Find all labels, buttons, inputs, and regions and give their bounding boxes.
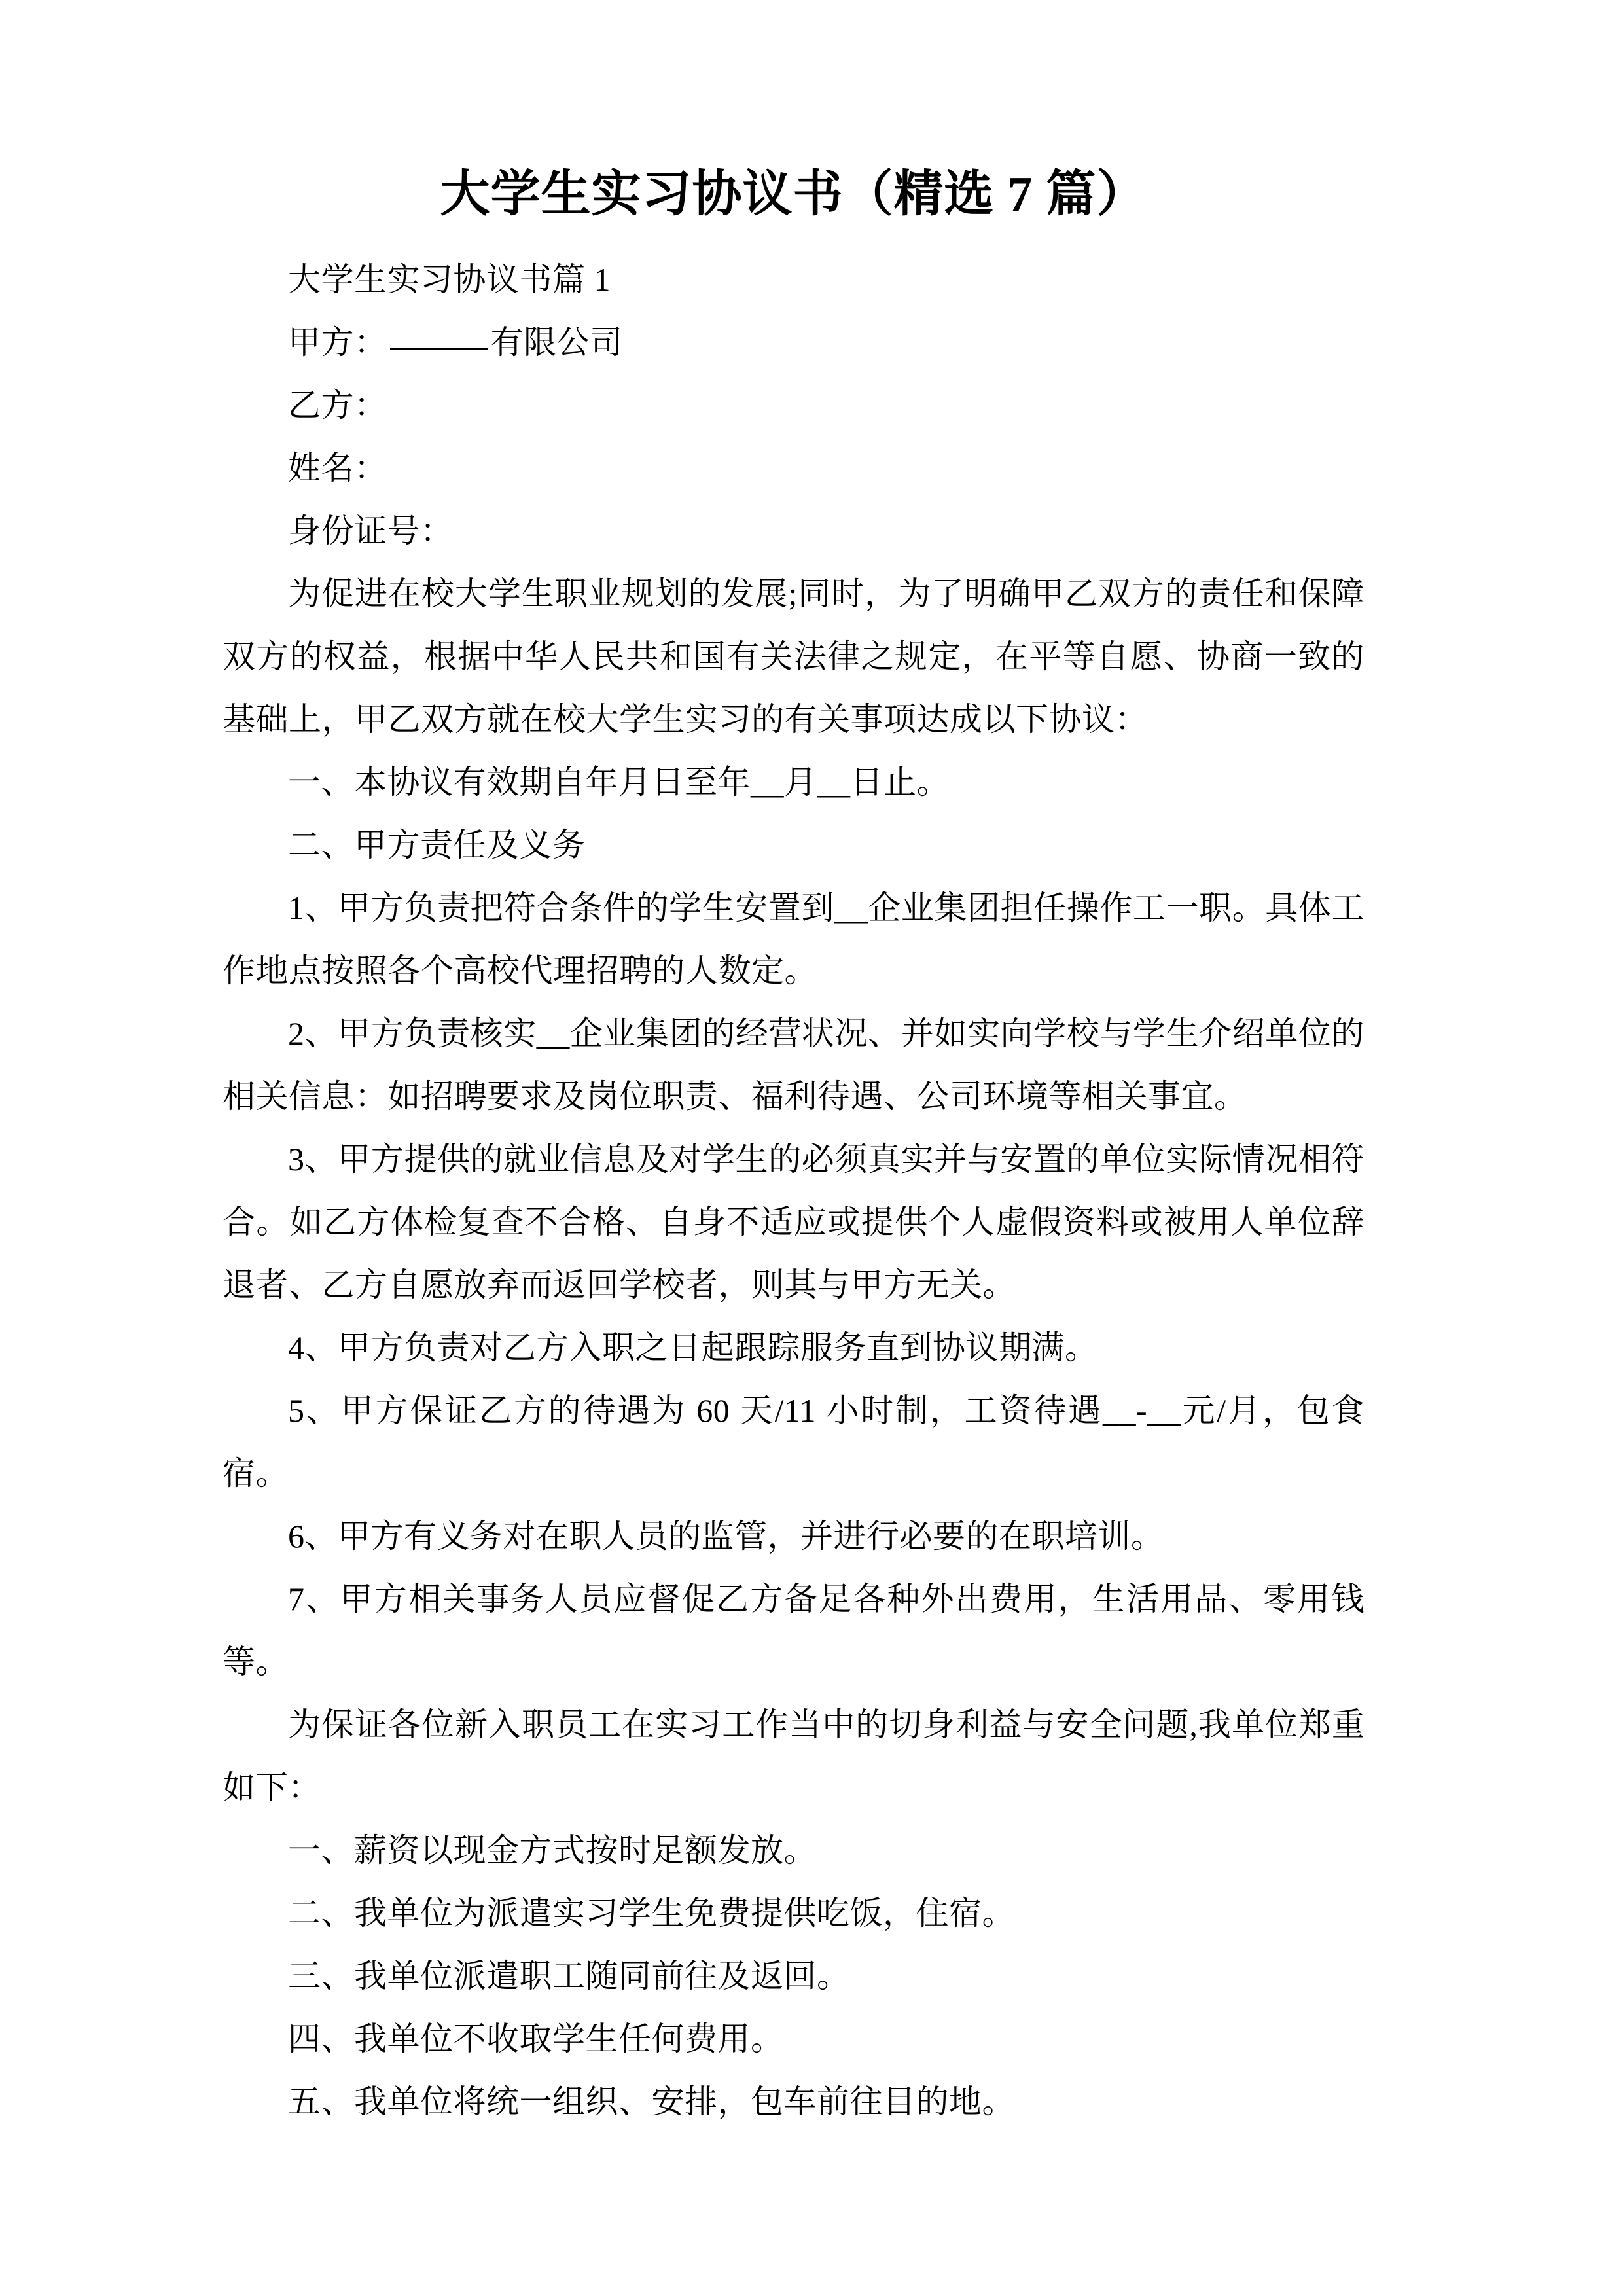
obligation-item-1: 1、甲方负责把符合条件的学生安置到__企业集团担任操作工一职。具体工作地点按照各个高校代理招聘的人数定。 <box>223 889 1364 989</box>
name-line: 姓名： <box>288 450 387 486</box>
id-number-line: 身份证号： <box>288 512 454 549</box>
obligation-item-2: 2、甲方负责核实__企业集团的经营状况、并如实向学校与学生介绍单位的相关信息：如招聘要求及岗位职责、福利待遇、公司环境等相关事宜。 <box>223 1015 1364 1115</box>
section-heading: 大学生实习协议书篇 1 <box>288 261 611 298</box>
obligation-item-5: 5、甲方保证乙方的待遇为 60 天/11 小时制，工资待遇__-__元/月，包食宿。 <box>223 1392 1364 1492</box>
obligation-item-7: 7、甲方相关事务人员应督促乙方备足各种外出费用，生活用品、零用钱等。 <box>223 1581 1364 1680</box>
document-content <box>223 164 1364 2133</box>
page-title: 大学生实习协议书（精选 7 篇） <box>440 167 1147 222</box>
guarantee-intro-paragraph: 为保证各位新入职员工在实习工作当中的切身利益与安全问题,我单位郑重如下： <box>223 1706 1364 1806</box>
obligation-item-3: 3、甲方提供的就业信息及对学生的必须真实并与安置的单位实际情况相符合。如乙方体检复查不合格、自身不适应或提供个人虚假资料或被用人单位辞退者、乙方自愿放弃而返回学校者，则其与甲方无关。 <box>223 1141 1364 1303</box>
guarantee-item-2: 二、我单位为派遣实习学生免费提供吃饭，住宿。 <box>288 1895 1015 1931</box>
guarantee-item-3: 三、我单位派遣职工随同前往及返回。 <box>288 1958 850 1994</box>
obligation-item-6: 6、甲方有义务对在职人员的监管，并进行必要的在职培训。 <box>288 1518 1164 1554</box>
obligation-item-4: 4、甲方负责对乙方入职之日起跟踪服务直到协议期满。 <box>288 1329 1098 1366</box>
clause-item-2: 二、甲方责任及义务 <box>288 827 586 863</box>
guarantee-item-4: 四、我单位不收取学生任何费用。 <box>288 2020 784 2057</box>
party-a-blank <box>390 348 488 350</box>
guarantee-item-5: 五、我单位将统一组织、安排，包车前往目的地。 <box>288 2083 1015 2120</box>
clause-item-1: 一、本协议有效期自年月日至年__月__日止。 <box>288 764 950 800</box>
party-a-label: 甲方： <box>288 324 387 361</box>
party-a-suffix: 有限公司 <box>490 324 623 361</box>
guarantee-item-1: 一、薪资以现金方式按时足额发放。 <box>288 1832 817 1869</box>
party-a-line <box>223 311 1364 374</box>
party-b-line: 乙方： <box>288 387 387 423</box>
preamble-paragraph: 为促进在校大学生职业规划的发展;同时，为了明确甲乙双方的责任和保障双方的权益，根据中华人民共和国有关法律之规定，在平等自愿、协商一致的基础上，甲乙双方就在校大学生实习的有关事项达成以下协议： <box>223 575 1364 738</box>
